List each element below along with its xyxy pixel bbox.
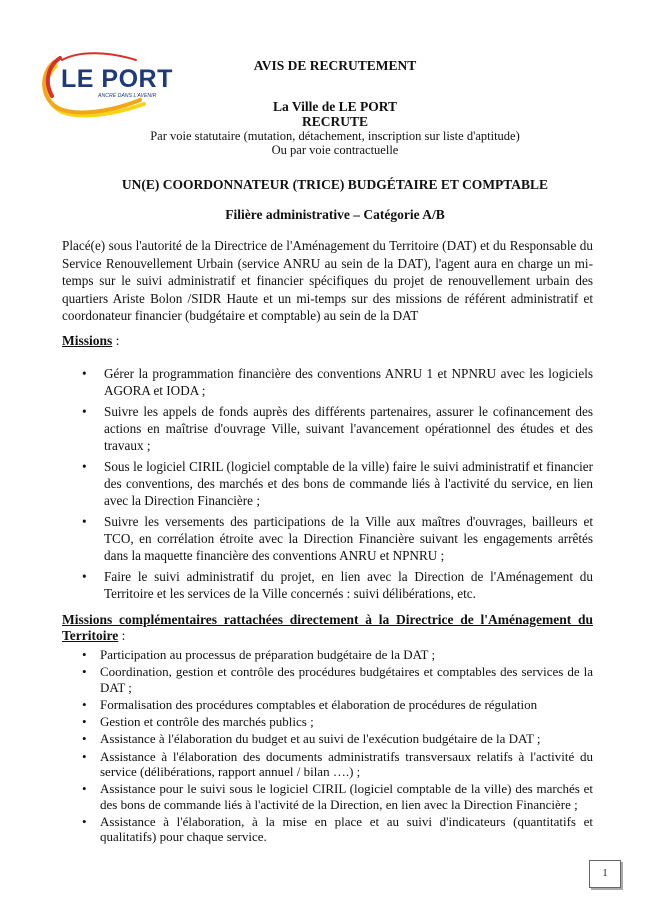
list-item: • Sous le logiciel CIRIL (logiciel comptable de la ville) faire le suivi administratif et financier des conventions, des marchés et des bons de commande liés à l'activité du service, en lien avec la Direction Financière ;: [88, 458, 593, 509]
missions-list: [88, 365, 593, 606]
complementary-list: [82, 647, 593, 847]
list-item: • Assistance à l'élaboration, à la mise en place et au suivi d'indicateurs (quantitatifs et qualitatifs) pour chaque service.: [82, 814, 593, 845]
missions-heading: [62, 333, 119, 349]
list-item: • Participation au processus de préparation budgétaire de la DAT ;: [82, 647, 593, 662]
contract-route-line: Ou par voie contractuelle: [271, 143, 399, 157]
complementary-heading-text: Missions complémentaires rattachées directement à la Directrice de l'Aménagement du Territoire: [62, 612, 593, 643]
list-item: • Assistance pour le suivi sous le logiciel CIRIL (logiciel comptable de la ville) des marchés et des bons de commande liés à l'activité de la Direction, en lien avec la Direction Financière ;: [82, 781, 593, 812]
recruits-line: RECRUTE: [301, 114, 368, 129]
list-item: • Coordination, gestion et contrôle des procédures budgétaires et comptables des services de la DAT ;: [82, 664, 593, 695]
complementary-heading-colon: :: [118, 628, 126, 643]
intro-paragraph: Placé(e) sous l'autorité de la Directrice de l'Aménagement du Territoire (DAT) et du Responsable du Service Renouvellement Urbain (service ANRU au sein de la DAT), l'agent aura en charge un mi-temps sur le suivi administratif et financier spécifiques du projet de renouvellement urbain des quartiers Ariste Bolon /SIDR Haute et un mi-temps sur des missions de référent administratif et coordonateur financier (budgétaire et comptable) au sein de la DAT: [62, 238, 593, 324]
logo-tagline: ANCRÉ DANS L'AVENIR: [98, 93, 157, 99]
missions-heading-colon: :: [112, 333, 120, 348]
job-category: Filière administrative – Catégorie A/B: [225, 207, 445, 222]
list-item: • Assistance à l'élaboration des documents administratifs transversaux relatifs à l'activité du service (délibérations, rapport annuel / bilan ….) ;: [82, 749, 593, 780]
list-item: • Assistance à l'élaboration du budget et au suivi de l'exécution budgétaire de la DAT ;: [82, 731, 593, 746]
page-number: 1: [589, 860, 621, 888]
list-item: • Gestion et contrôle des marchés publics ;: [82, 714, 593, 729]
list-item: • Gérer la programmation financière des conventions ANRU 1 et NPNRU avec les logiciels AGORA et IODA ;: [88, 365, 593, 399]
list-item: • Faire le suivi administratif du projet, en lien avec la Direction de l'Aménagement du Territoire et les services de la Ville concernés : suivi délibérations, etc.: [88, 568, 593, 602]
statutory-route-line: Par voie statutaire (mutation, détachement, inscription sur liste d'aptitude): [150, 129, 520, 143]
employer-line: La Ville de LE PORT: [272, 99, 398, 114]
list-item: • Formalisation des procédures comptables et élaboration de procédures de régulation: [82, 697, 593, 712]
missions-heading-text: Missions: [62, 333, 113, 348]
job-title: UN(E) COORDONNATEUR (TRICE) BUDGÉTAIRE ET COMPTABLE: [121, 177, 549, 192]
complementary-heading: [62, 612, 593, 644]
notice-title: AVIS DE RECRUTEMENT: [253, 58, 417, 73]
list-item: • Suivre les versements des participations de la Ville aux maîtres d'ouvrages, bailleurs et TCO, en corrélation étroite avec la Direction Financière suivant les engagements arrêtés dans la maquette financière des conventions ANRU et NPNRU ;: [88, 513, 593, 564]
logo-name: LE PORT: [61, 65, 173, 93]
list-item: • Suivre les appels de fonds auprès des différents partenaires, assurer le cofinancement des actions en maîtrise d'ouvrage Ville, suivant l'avancement opérationnel des études et des travaux ;: [88, 403, 593, 454]
